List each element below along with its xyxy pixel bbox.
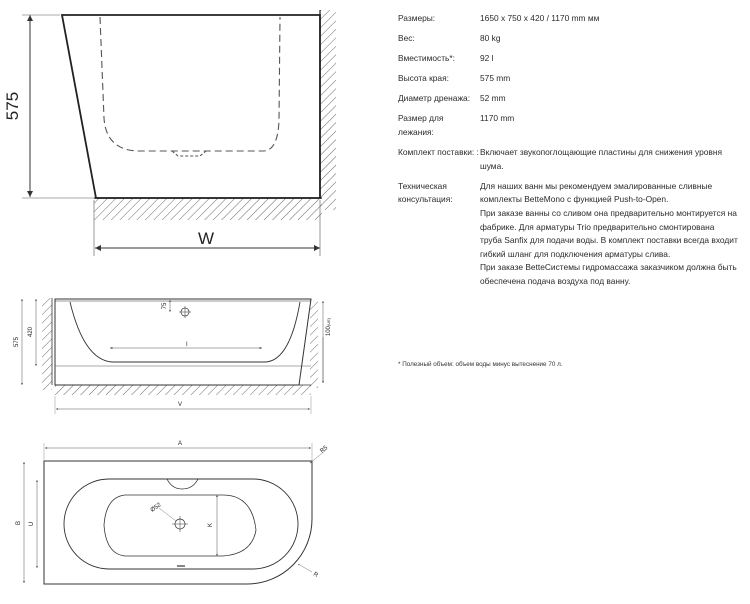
spec-value [480,180,738,289]
spec-value-paragraph: При заказе BetteСистемы гидромассажа заказчиком должна быть обеспечена подача воздуха под ванну. [480,262,737,286]
spec-value-paragraph: 1650 x 750 x 420 / 1170 mm мм [480,13,600,23]
side-wall-hatch [42,298,52,390]
dim-75-label: 75 [162,302,168,310]
side-view-drawing [14,298,332,414]
spec-value [480,92,738,106]
spec-value [480,32,738,46]
plan-overflow [167,479,198,489]
wall-hatch [320,10,336,210]
spec-value [480,146,738,173]
dim-a-label: A [178,441,183,447]
spec-label: Размер для лежания: [398,113,444,138]
side-right-wall-hatch [310,300,318,388]
spec-row [398,12,738,26]
spec-value [480,52,738,66]
spec-row [398,92,738,106]
spec-value-paragraph: 575 mm [480,73,511,84]
dim-420-label: 420 [28,326,34,338]
spec-label: Размеры: [398,13,436,23]
spec-label: Высота края: [398,73,449,84]
radius-r-label: R [312,571,319,579]
spec-label: Комплект поставки: : [398,147,479,158]
spec-label: Вес: [398,33,415,44]
spec-value-paragraph: 80 kg [480,33,501,44]
tub-basin-dashed [100,17,280,151]
spec-value [480,12,738,26]
plan-view-drawing [16,441,330,584]
end-view-drawing [3,10,336,256]
spec-value [480,72,738,86]
length-label-i: I [186,342,188,348]
spec-label: Диаметр дренажа: [398,93,471,104]
dim-k-label: K [208,522,214,528]
drain-dashed [172,151,206,156]
spec-row [398,32,738,46]
floor-hatch [94,198,322,220]
spec-row [398,180,738,289]
spec-value-paragraph: 92 l [480,53,494,64]
dim-u-label: U [29,521,35,527]
drain-diameter-label: Ø52 [149,502,163,514]
spec-table [398,12,738,295]
spec-label: Вместимость*: [398,53,455,64]
dim-b-label: B [16,520,22,526]
spec-row [398,146,738,173]
spec-value [480,112,738,139]
height-label: 575 [3,91,22,121]
spec-label: Техническая консультация: [398,180,453,205]
spec-row [398,52,738,66]
length-label-v: V [178,402,183,408]
width-label: W [197,229,215,248]
radius-r5-label: R5 [319,445,330,455]
spec-value-paragraph: При заказе ванны со сливом она предварительно монтируется на фабрике. Для арматуры Trio предварительно смонтирована труба Sanfix для подачи воды. В комплект поставки всегда входит гибкий шланг для подключения арматуры слива. [480,208,738,259]
side-floor-hatch [55,385,311,395]
spec-value-paragraph: Включает звукопоглощающие пластины для снижения уровня шума. [480,147,723,171]
dim-575-label: 575 [14,336,20,348]
footnote: * Полезный объем: объем воды минус вытеснение 70 л. [398,361,563,368]
spec-row [398,112,738,139]
spec-row [398,72,738,86]
spec-value-paragraph: 1170 mm [480,113,515,124]
dim-100-label: 100(UE) [326,317,332,337]
spec-value-paragraph: Для наших ванн мы рекомендуем эмалированные сливные комплекты BetteMono с функцией Push-to-Open. [480,180,713,205]
spec-value-paragraph: 52 mm [480,93,506,104]
